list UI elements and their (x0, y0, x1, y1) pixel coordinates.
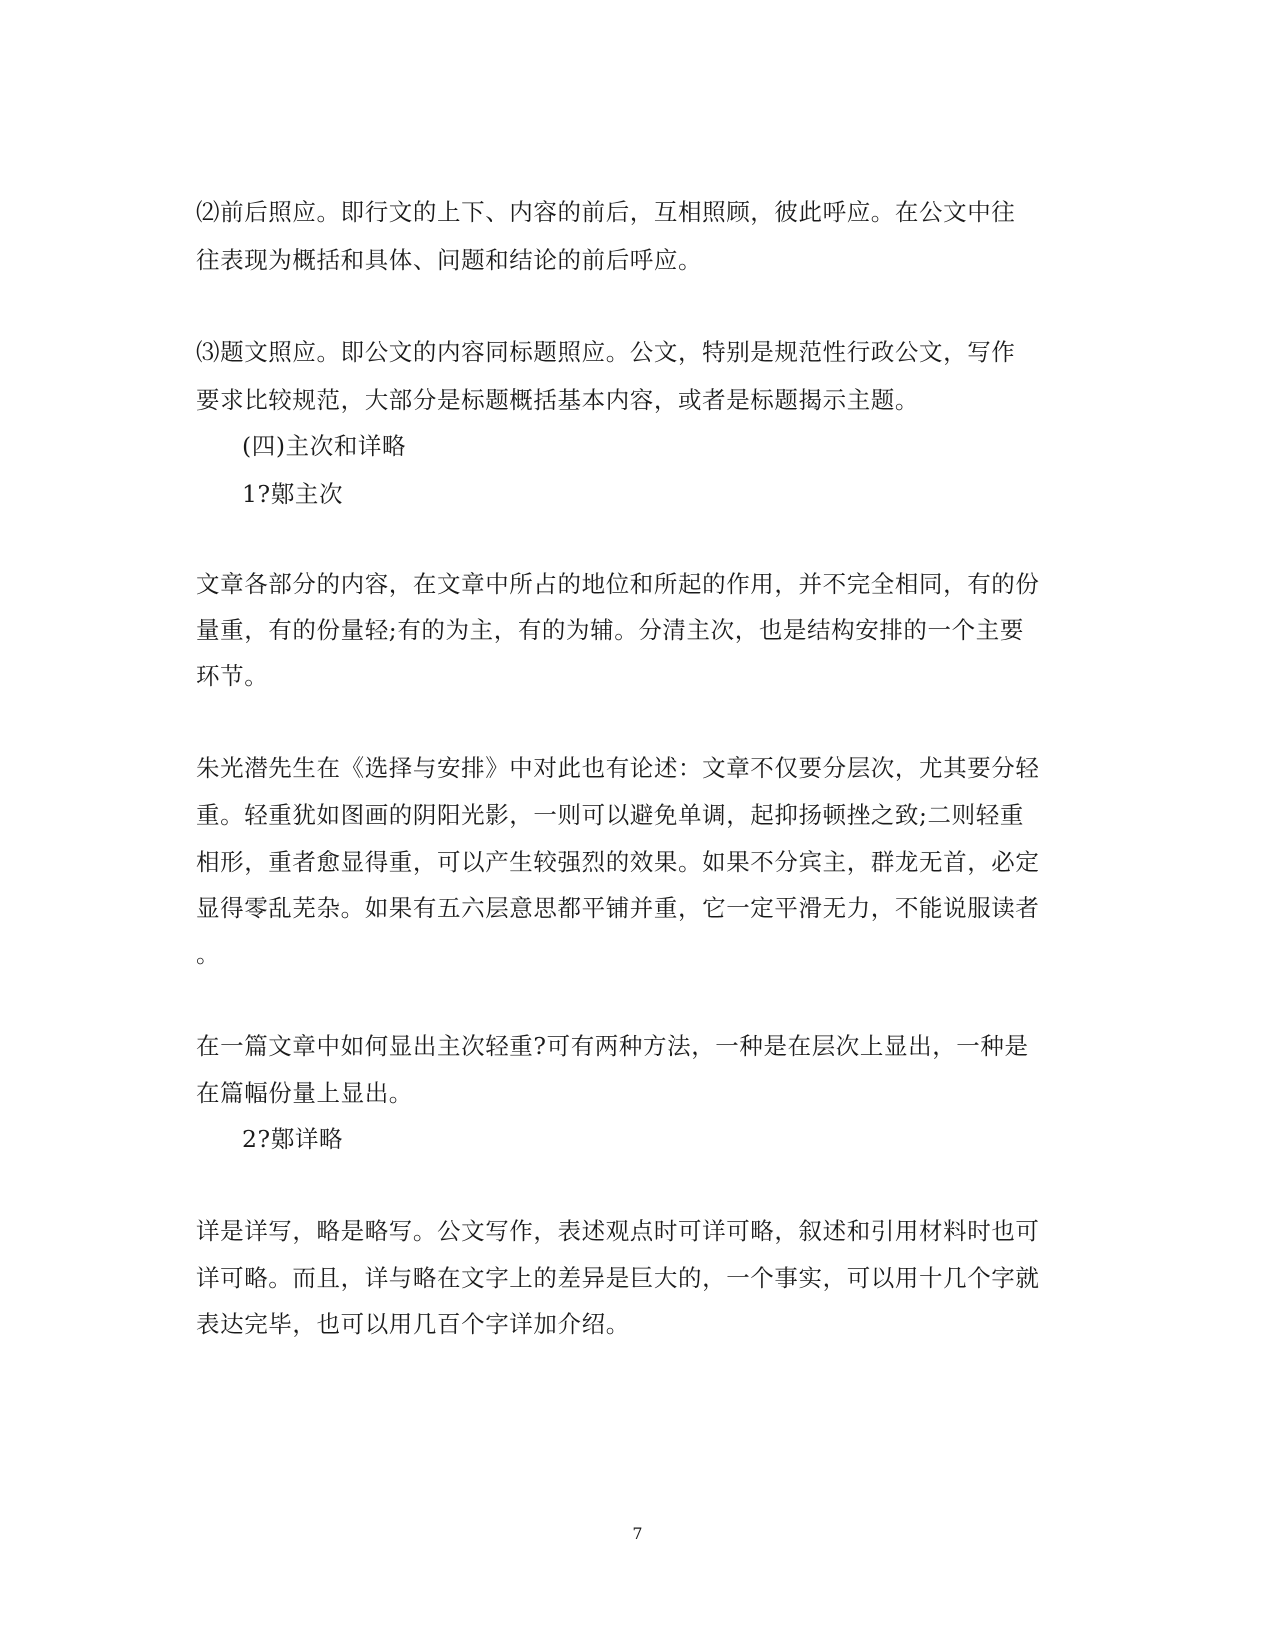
text-line: 文章各部分的内容，在文章中所占的地位和所起的作用，并不完全相同，有的份 (196, 570, 1040, 598)
text-line: 显得零乱芜杂。如果有五六层意思都平铺并重，它一定平滑无力，不能说服读者 (196, 894, 1040, 922)
text-line: 要求比较规范，大部分是标题概括基本内容，或者是标题揭示主题。 (196, 386, 919, 414)
text-line: ⑶题文照应。即公文的内容同标题照应。公文，特别是规范性行政公文，写作 (196, 338, 1016, 366)
page-number: 7 (632, 1524, 643, 1543)
text-line: 量重，有的份量轻;有的为主，有的为辅。分清主次，也是结构安排的一个主要 (196, 616, 1024, 644)
subsection-heading: 1?鄚主次 (242, 480, 344, 508)
text-line: 相形，重者愈显得重，可以产生较强烈的效果。如果不分宾主，群龙无首，必定 (196, 848, 1040, 876)
text-line: 。 (196, 940, 221, 968)
text-line: 表达完毕，也可以用几百个字详加介绍。 (196, 1310, 630, 1338)
text-line: 详可略。而且，详与略在文字上的差异是巨大的，一个事实，可以用十几个字就 (196, 1264, 1040, 1292)
text-line: 朱光潜先生在《选择与安排》中对此也有论述：文章不仅要分层次，尤其要分轻 (196, 754, 1040, 782)
text-line: 往表现为概括和具体、问题和结论的前后呼应。 (196, 246, 703, 274)
text-line: ⑵前后照应。即行文的上下、内容的前后，互相照顾，彼此呼应。在公文中往 (196, 198, 1016, 226)
subsection-heading: 2?鄚详略 (242, 1125, 344, 1153)
text-line: 详是详写，略是略写。公文写作，表述观点时可详可略，叙述和引用材料时也可 (196, 1217, 1040, 1245)
text-line: 在篇幅份量上显出。 (196, 1079, 413, 1107)
text-line: 重。轻重犹如图画的阴阳光影，一则可以避免单调，起抑扬顿挫之致;二则轻重 (196, 801, 1024, 829)
text-line: 在一篇文章中如何显出主次轻重?可有两种方法，一种是在层次上显出，一种是 (196, 1032, 1029, 1060)
text-line: 环节。 (196, 662, 269, 690)
section-heading: (四)主次和详略 (242, 432, 407, 460)
